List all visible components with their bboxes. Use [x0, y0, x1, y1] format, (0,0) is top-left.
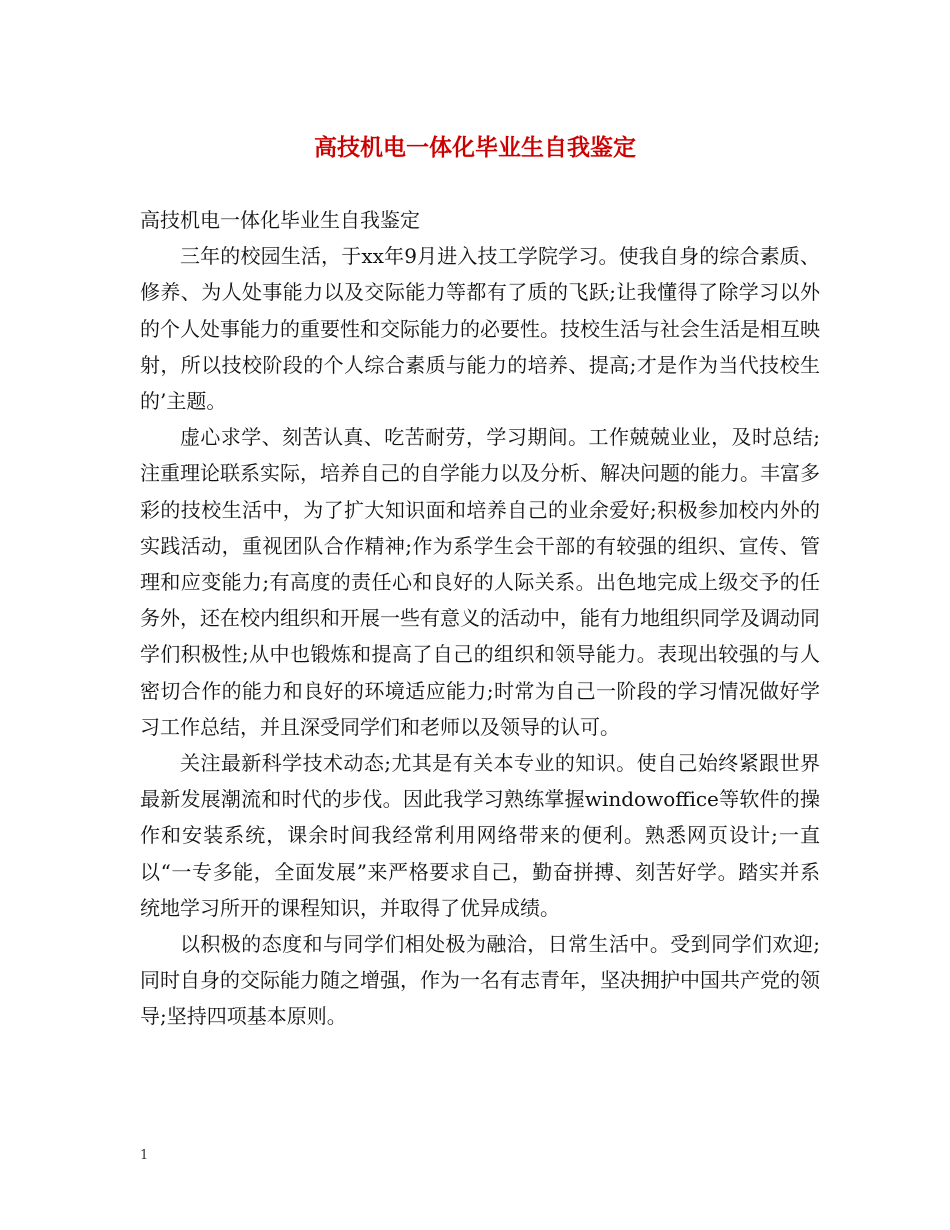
paragraph-1: 三年的校园生活，于xx年9月进入技工学院学习。使我自身的综合素质、修养、为人处事能力以及交际能力等都有了质的飞跃;让我懂得了除学习以外的个人处事能力的重要性和交际能力的必要性。技校生活与社会生活是相互映射，所以技校阶段的个人综合素质与能力的培养、提高;才是作为当代技校生的’主题。	[140, 244, 820, 414]
paragraph-2: 虚心求学、刻苦认真、吃苦耐劳，学习期间。工作兢兢业业，及时总结;注重理论联系实际，培养自己的自学能力以及分析、解决问题的能力。丰富多彩的技校生活中，为了扩大知识面和培养自己的业余爱好;积极参加校内外的实践活动，重视团队合作精神;作为系学生会干部的有较强的组织、宣传、管理和应变能力;有高度的责任心和良好的人际关系。出色地完成上级交予的任务外，还在校内组织和开展一些有意义的活动中，能有力地组织同学及调动同学们积极性;从中也锻炼和提高了自己的组织和领导能力。表现出较强的与人密切合作的能力和良好的环境适应能力;时常为自己一阶段的学习情况做好学习工作总结，并且深受同学们和老师以及领导的认可。	[140, 425, 820, 739]
page-number: 1	[140, 1148, 149, 1163]
document-body	[140, 202, 820, 1035]
document-subtitle: 高技机电一体化毕业生自我鉴定	[140, 208, 420, 232]
paragraph-3: 关注最新科学技术动态;尤其是有关本专业的知识。使自己始终紧跟世界最新发展潮流和时代的步伐。因此我学习熟练掌握windowoffice等软件的操作和安装系统，课余时间我经常利用网络带来的便利。熟悉网页设计;一直以“一专多能，全面发展”来严格要求自己，勤奋拼搏、刻苦好学。踏实并系统地学习所开的课程知识，并取得了优异成绩。	[140, 751, 820, 920]
paragraph-4: 以积极的态度和与同学们相处极为融洽，日常生活中。受到同学们欢迎;同时自身的交际能力随之增强，作为一名有志青年，坚决拥护中国共产党的领导;坚持四项基本原则。	[140, 932, 820, 1029]
document-title: 高技机电一体化毕业生自我鉴定	[314, 135, 636, 161]
